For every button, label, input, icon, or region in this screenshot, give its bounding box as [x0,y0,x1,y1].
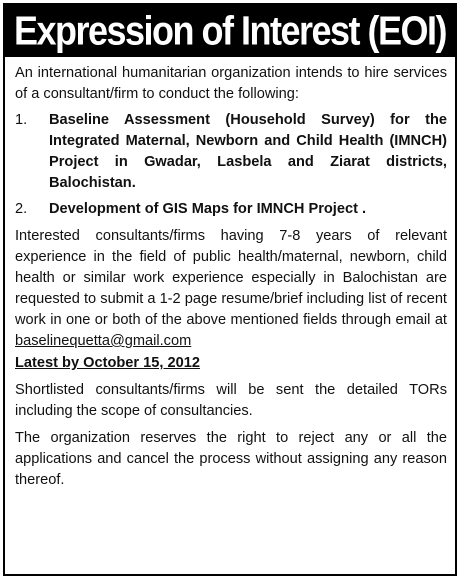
reservation-paragraph: The organization reserves the right to reject any or all the applications and cancel the process without assigning any reason thereof. [15,430,447,488]
requirements-paragraph [15,226,447,352]
title-banner [5,5,455,57]
list-item [15,199,447,220]
item-number: 1. [15,112,28,128]
page-title: Expression of Interest (EOI) [13,7,447,54]
ad-body [15,63,447,491]
requirements-text: Interested consultants/firms having 7-8 years of relevant experience in the field of public health/maternal, newborn, child health or similar work experience especially in Balochistan are requested to submit a 1-2 page resume/brief including list of recent work in one or both of the above mentioned fields through email at [15,228,447,328]
item-text: Baseline Assessment (Household Survey) for the Integrated Maternal, Newborn and Child Health (IMNCH) Project in Gwadar, Lasbela and Ziarat districts, Balochistan. [49,112,447,191]
intro-paragraph: An international humanitarian organization intends to hire services of a consultant/firm to conduct the following: [15,65,447,102]
advertisement-frame [3,3,457,576]
item-text: Development of GIS Maps for IMNCH Project . [49,201,367,217]
item-number: 2. [15,201,28,217]
deadline-text: Latest by October 15, 2012 [15,355,200,371]
shortlist-paragraph: Shortlisted consultants/firms will be sent the detailed TORs including the scope of consultancies. [15,382,447,419]
list-item [15,110,447,194]
email-link[interactable]: baselinequetta@gmail.com [15,333,192,349]
